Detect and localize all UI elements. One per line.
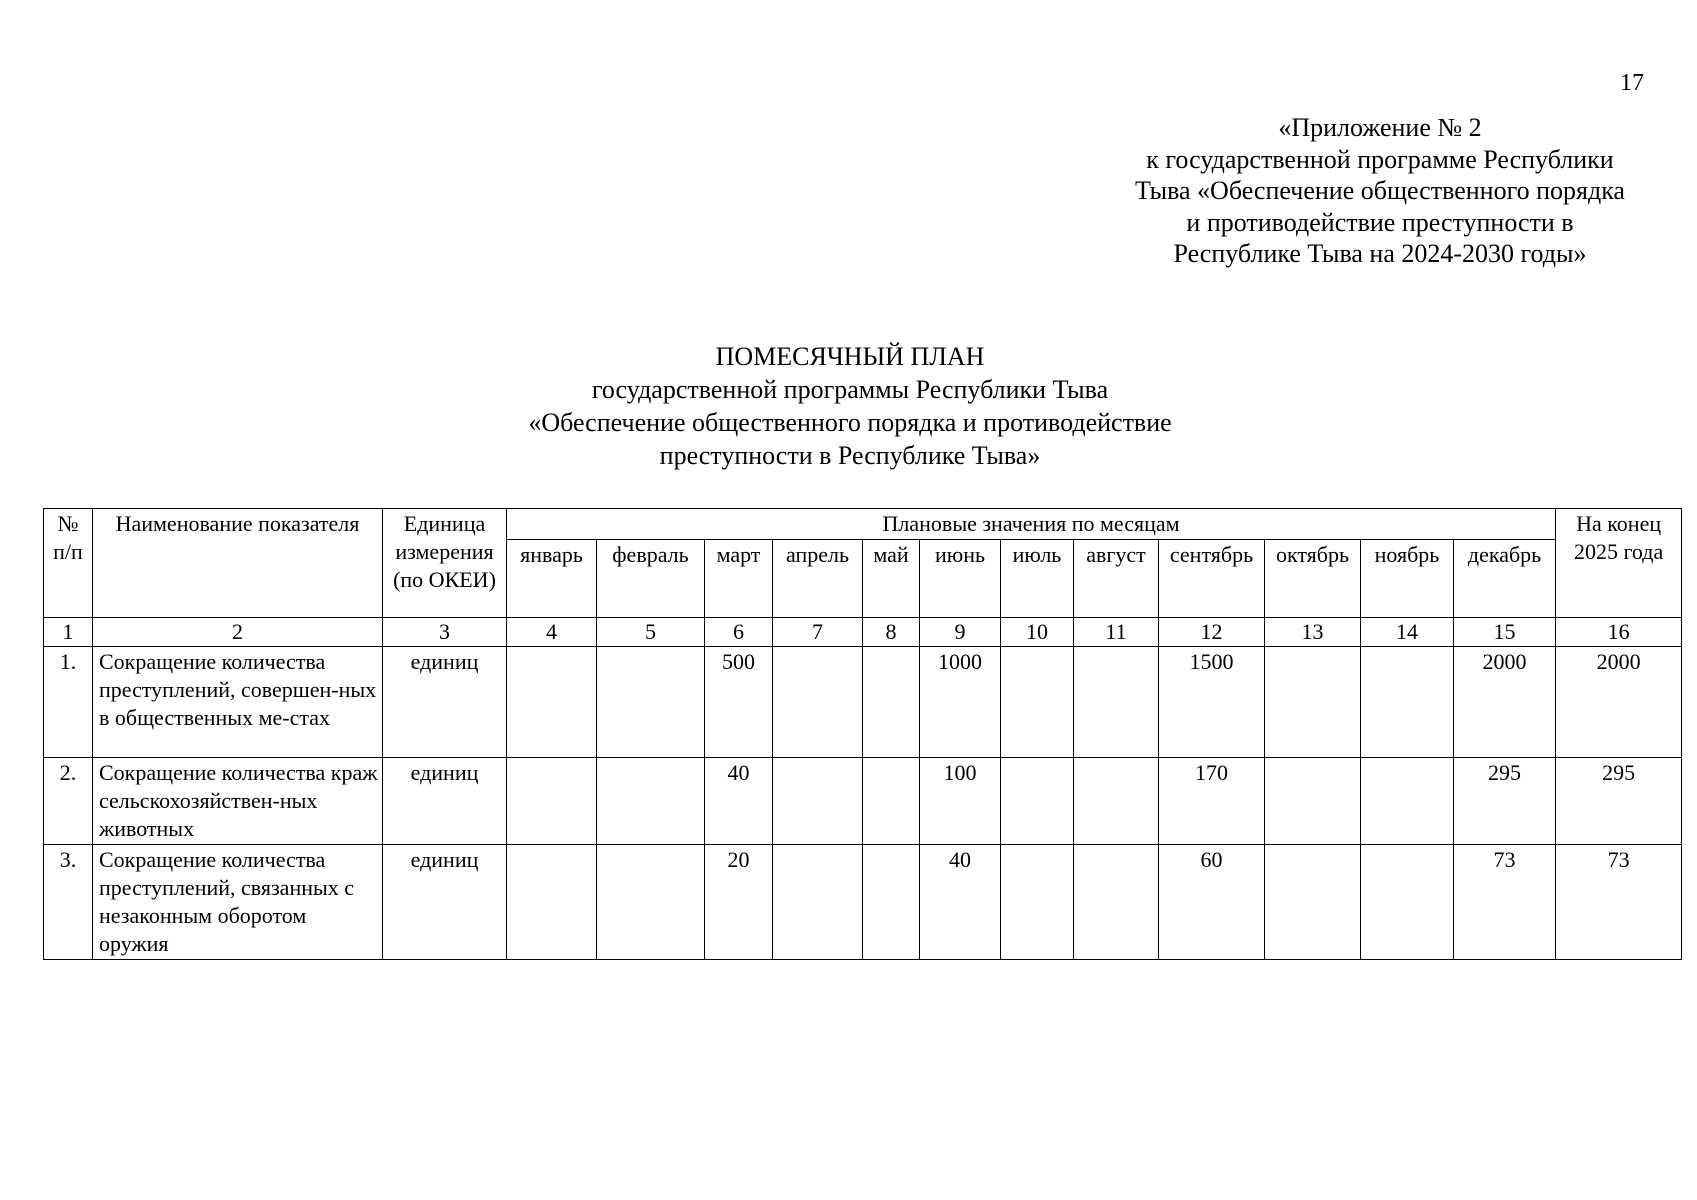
month-value: [1074, 647, 1159, 758]
header-month: июнь: [920, 540, 1001, 618]
month-value: 40: [920, 845, 1001, 960]
row-num: 1.: [44, 647, 93, 758]
header-unit: Единица измерения (по ОКЕИ): [383, 509, 507, 618]
column-number: 8: [863, 618, 920, 647]
column-number: 13: [1265, 618, 1361, 647]
month-value: [507, 845, 597, 960]
indicator-name: Сокращение количества преступлений, совершен-ных в общественных ме-стах: [93, 647, 383, 758]
month-value: 20: [705, 845, 773, 960]
month-value: [1074, 845, 1159, 960]
month-value: [773, 758, 863, 845]
row-num: 3.: [44, 845, 93, 960]
appendix-line: и противодействие преступности в: [1186, 207, 1574, 237]
month-value: [1074, 758, 1159, 845]
header-month: сентябрь: [1159, 540, 1265, 618]
column-number: 11: [1074, 618, 1159, 647]
title-line: государственной программы Республики Тыва: [591, 375, 1109, 404]
table-row: [44, 647, 1682, 758]
month-value: 73: [1454, 845, 1556, 960]
month-value: [1001, 758, 1074, 845]
column-number: 10: [1001, 618, 1074, 647]
header-month: апрель: [773, 540, 863, 618]
header-month: октябрь: [1265, 540, 1361, 618]
table-row: [44, 758, 1682, 845]
header-month: февраль: [597, 540, 705, 618]
month-value: 1000: [920, 647, 1001, 758]
header-month: декабрь: [1454, 540, 1556, 618]
month-value: [1265, 758, 1361, 845]
header-num: № п/п: [44, 509, 93, 618]
title-line: преступности в Республике Тыва»: [659, 441, 1041, 470]
header-month: август: [1074, 540, 1159, 618]
appendix-line: «Приложение № 2: [1278, 113, 1482, 142]
month-value: [507, 647, 597, 758]
month-value: [597, 647, 705, 758]
header-month: июль: [1001, 540, 1074, 618]
month-value: 40: [705, 758, 773, 845]
month-value: [1361, 845, 1454, 960]
column-number: 5: [597, 618, 705, 647]
title-line: ПОМЕСЯЧНЫЙ ПЛАН: [715, 342, 985, 371]
month-value: [863, 647, 920, 758]
document-title: [400, 340, 1300, 472]
month-value: 500: [705, 647, 773, 758]
month-value: 2000: [1454, 647, 1556, 758]
header-planned-values: Плановые значения по месяцам: [507, 509, 1556, 540]
header-month: ноябрь: [1361, 540, 1454, 618]
month-value: [863, 845, 920, 960]
unit-cell: единиц: [383, 647, 507, 758]
month-value: [1265, 647, 1361, 758]
month-value: 295: [1454, 758, 1556, 845]
month-value: [1001, 845, 1074, 960]
month-value: [863, 758, 920, 845]
month-value: 60: [1159, 845, 1265, 960]
appendix-line: Тыва «Обеспечение общественного порядка: [1135, 176, 1625, 205]
month-value: [1265, 845, 1361, 960]
month-value: [773, 647, 863, 758]
unit-cell: единиц: [383, 845, 507, 960]
end-of-year-value: 2000: [1556, 647, 1682, 758]
appendix-reference: [1080, 112, 1680, 270]
column-number: 14: [1361, 618, 1454, 647]
header-month: январь: [507, 540, 597, 618]
column-number: 1: [44, 618, 93, 647]
indicator-name: Сокращение количества преступлений, связанных с незаконным оборотом оружия: [93, 845, 383, 960]
month-value: 100: [920, 758, 1001, 845]
month-value: [1361, 647, 1454, 758]
table-row: [44, 845, 1682, 960]
month-value: [597, 845, 705, 960]
month-value: 1500: [1159, 647, 1265, 758]
column-number: 3: [383, 618, 507, 647]
unit-cell: единиц: [383, 758, 507, 845]
header-month: май: [863, 540, 920, 618]
header-month: март: [705, 540, 773, 618]
title-line: «Обеспечение общественного порядка и противодействие: [528, 408, 1172, 437]
appendix-line: к государственной программе Республики: [1146, 144, 1614, 174]
month-value: 170: [1159, 758, 1265, 845]
column-number: 12: [1159, 618, 1265, 647]
column-number: 16: [1556, 618, 1682, 647]
month-value: [597, 758, 705, 845]
end-of-year-value: 73: [1556, 845, 1682, 960]
end-of-year-value: 295: [1556, 758, 1682, 845]
row-num: 2.: [44, 758, 93, 845]
header-end-of-year: На конец 2025 года: [1556, 509, 1682, 618]
column-number: 6: [705, 618, 773, 647]
column-number: 7: [773, 618, 863, 647]
appendix-line: Республике Тыва на 2024-2030 годы»: [1173, 239, 1587, 268]
indicator-name: Сокращение количества краж сельскохозяйствен-ных животных: [93, 758, 383, 845]
month-value: [1361, 758, 1454, 845]
column-number: 9: [920, 618, 1001, 647]
column-number-row: [44, 618, 1682, 647]
monthly-plan-table: [43, 508, 1682, 960]
month-value: [1001, 647, 1074, 758]
header-name: Наименование показателя: [93, 509, 383, 618]
column-number: 4: [507, 618, 597, 647]
page-number: 17: [1620, 70, 1644, 96]
column-number: 2: [93, 618, 383, 647]
column-number: 15: [1454, 618, 1556, 647]
month-value: [773, 845, 863, 960]
month-value: [507, 758, 597, 845]
